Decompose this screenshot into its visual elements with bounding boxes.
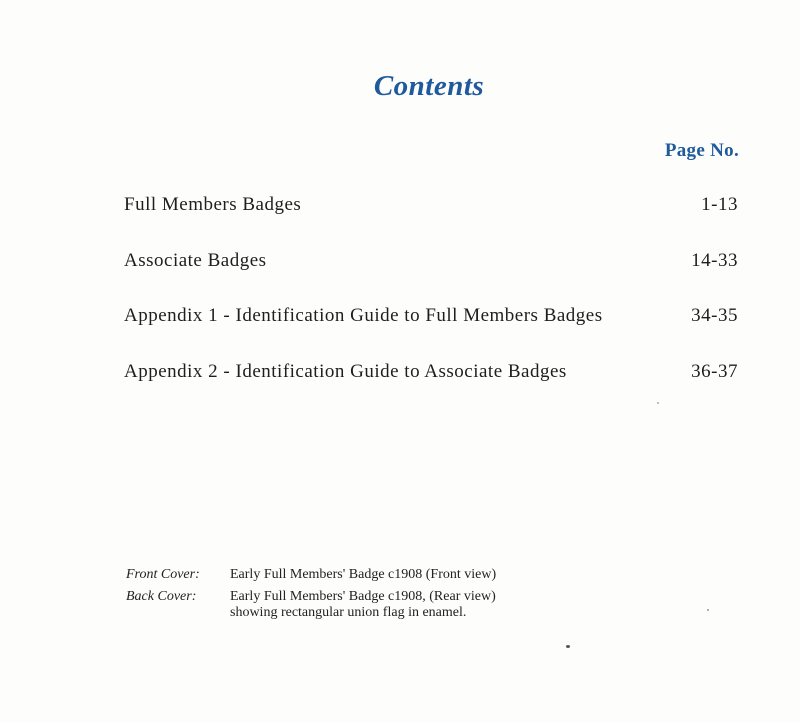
toc-entry bbox=[124, 305, 738, 333]
note-line: showing rectangular union flag in enamel. bbox=[230, 605, 467, 620]
toc-entry-title: Appendix 1 - Identification Guide to Full Members Badges bbox=[124, 305, 603, 326]
note-line: Early Full Members' Badge c1908 (Front view) bbox=[230, 567, 497, 582]
toc-entry bbox=[124, 361, 738, 389]
note-line: Early Full Members' Badge c1908, (Rear view) bbox=[230, 589, 496, 604]
toc-entry bbox=[124, 250, 738, 278]
back-cover-note bbox=[126, 589, 496, 621]
toc-entry-pages: 14-33 bbox=[691, 250, 738, 271]
note-label: Front Cover: bbox=[126, 567, 200, 582]
scan-speck bbox=[707, 609, 709, 611]
scan-speck bbox=[566, 645, 570, 648]
toc-entry-title: Appendix 2 - Identification Guide to Associate Badges bbox=[124, 361, 567, 382]
toc-entry-title: Full Members Badges bbox=[124, 194, 302, 215]
note-label: Back Cover: bbox=[126, 589, 197, 604]
note-text bbox=[230, 567, 496, 583]
toc-entry-title: Associate Badges bbox=[124, 250, 267, 271]
page-number-column-header: Page No. bbox=[664, 140, 739, 161]
cover-notes bbox=[126, 567, 496, 627]
page-title: Contents bbox=[373, 70, 485, 102]
toc-entry-pages: 34-35 bbox=[691, 305, 738, 326]
toc-entry bbox=[124, 194, 738, 222]
toc-entry-pages: 1-13 bbox=[701, 194, 738, 215]
front-cover-note bbox=[126, 567, 496, 583]
note-text bbox=[230, 589, 496, 621]
scan-speck bbox=[657, 402, 659, 404]
toc-entry-pages: 36-37 bbox=[691, 361, 738, 382]
